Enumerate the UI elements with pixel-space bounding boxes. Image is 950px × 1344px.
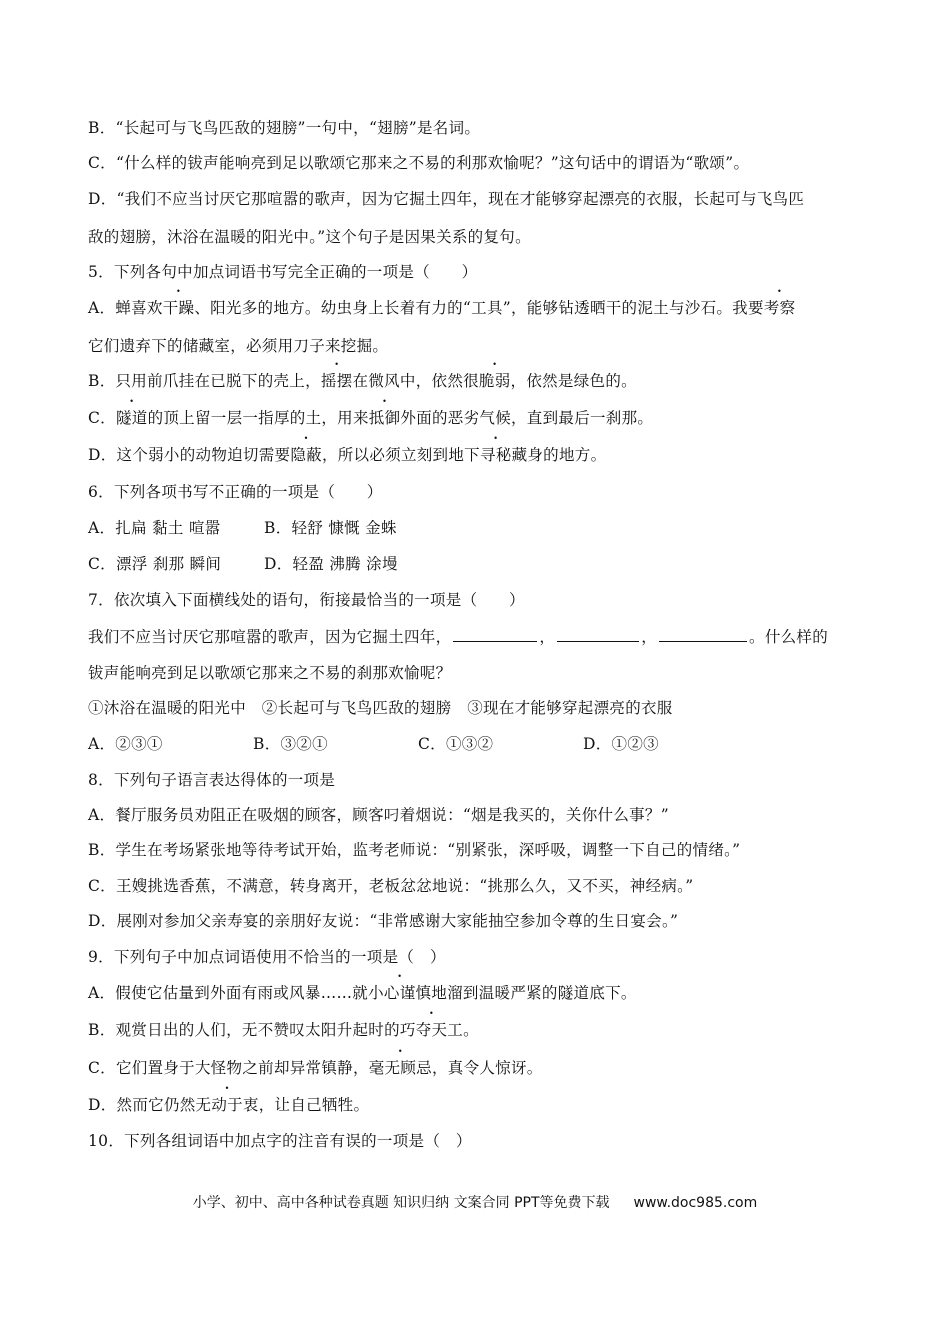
- fill-blank-3: [659, 626, 747, 642]
- footer-text: 小学、初中、高中各种试卷真题 知识归纳 文案合同 PPT等免费下载: [192, 1195, 610, 1211]
- emphasized-word: 隐蔽: [290, 446, 322, 464]
- q4-option-d-line1: D．“我们不应当讨厌它那喧嚣的歌声，因为它掘土四年，现在才能够穿起漂亮的衣服，长起可与飞鸟匹: [88, 190, 805, 208]
- q7-option-c: C．①③②: [418, 735, 494, 753]
- q7-option-b: B．③②①: [253, 735, 328, 753]
- q6-option-a: A．扎扁 黏土 喧嚣: [88, 519, 221, 537]
- q5-option-a-line1: A．蝉喜欢干躁、阳光多的地方。幼虫身上长着有力的“工具”，能够钻透晒干的泥土与沙石。我要考察: [88, 299, 796, 317]
- q8-option-c: C．王嫂挑选香蕉，不满意，转身离开，老板忿忿地说：“挑那么久，又不买，神经病。”: [88, 877, 694, 895]
- q5-option-d: D．这个弱小的动物迫切需要隐蔽，所以必须立刻到地下寻秘藏身的地方。: [88, 446, 607, 464]
- q7-choices: ①沐浴在温暖的阳光中 ②长起可与飞鸟匹敌的翅膀 ③现在才能够穿起漂亮的衣服: [88, 699, 673, 717]
- footer-url[interactable]: www.doc985.com: [633, 1195, 758, 1211]
- q7-option-d: D．①②③: [583, 735, 659, 753]
- q5-option-a-line2: 它们遗弃下的储藏室，必须用刀子来挖掘。: [88, 337, 389, 355]
- q6-option-b: B．轻舒 慷慨 金蛛: [264, 519, 397, 537]
- q4-option-c: C．“什么样的钹声能响亮到足以歌颂它那来之不易的利那欢愉呢？”这句话中的谓语为“歌颂”。: [88, 154, 750, 172]
- q7-text-line2: 钹声能响亮到足以歌颂它那来之不易的刹那欢愉呢？: [88, 664, 452, 682]
- q7-stem: 7．依次填入下面横线处的语句，衔接最恰当的一项是（ ）: [88, 591, 525, 609]
- q6-stem: 6．下列各项书写不正确的一项是（ ）: [88, 483, 383, 501]
- q5-stem: 5．下列各句中加点词语书写完全正确的一项是（ ）: [88, 263, 478, 281]
- q9-option-a: A．假使它估量到外面有雨或风暴……就小心谨慎地溜到温暖严紧的隧道底下。: [88, 984, 637, 1002]
- q6-option-d: D．轻盈 沸腾 涂墁: [264, 555, 398, 573]
- emphasized-word: 小心谨慎: [368, 984, 432, 1002]
- emphasized-word: 巧夺天工: [399, 1021, 464, 1039]
- q9-option-c: C．它们置身于大怪物之前却异常镇静，毫无顾忌，真令人惊讶。: [88, 1059, 543, 1077]
- fill-blank-1: [453, 626, 537, 642]
- emphasized-word: 摇摆: [320, 372, 353, 390]
- emphasized-word: 毫无顾忌: [368, 1059, 432, 1077]
- emphasized-word: 隧道: [115, 409, 148, 427]
- q8-stem: 8．下列句子语言表达得体的一项是: [88, 771, 336, 789]
- q8-option-b: B．学生在考场紧张地等待考试开始，监考老师说：“别紧张，深呼吸，调整一下自己的情绪。”: [88, 841, 741, 859]
- emphasized-word: 抵御: [368, 409, 401, 427]
- q7-option-a: A．②③①: [88, 735, 163, 753]
- q6-options-row1: [88, 518, 397, 538]
- emphasized-word: 寻秘: [479, 446, 512, 464]
- q4-option-b: B．“长起可与飞鸟匹敌的翅膀”一句中，“翅膀”是名词。: [88, 119, 481, 137]
- q7-text-line1: 我们不应当讨厌它那喧嚣的歌声，因为它掘土四年， ， ， 。什么样的: [88, 628, 829, 646]
- emphasized-word: 考察: [763, 299, 796, 317]
- q10-stem: 10．下列各组词语中加点字的注音有误的一项是（ ）: [88, 1132, 472, 1150]
- emphasized-word: 脆弱: [478, 372, 511, 390]
- page-footer: [0, 1192, 950, 1212]
- q8-option-a: A．餐厅服务员劝阻正在吸烟的顾客，顾客叼着烟说：“烟是我买的，关你什么事？”: [88, 806, 669, 824]
- emphasized-word: 干躁: [162, 299, 195, 317]
- q9-stem: 9．下列句子中加点词语使用不恰当的一项是（ ）: [88, 948, 446, 966]
- emphasized-word: 无动于衷: [195, 1096, 259, 1114]
- q6-option-c: C．漂浮 刹那 瞬间: [88, 555, 222, 573]
- q9-option-b: B．观赏日出的人们，无不赞叹太阳升起时的巧夺天工。: [88, 1021, 479, 1039]
- q9-option-d: D．然而它仍然无动于衷，让自己牺牲。: [88, 1096, 370, 1114]
- q8-option-d: D．展刚对参加父亲寿宴的亲朋好友说：“非常感谢大家能抽空参加令尊的生日宴会。”: [88, 912, 679, 930]
- fill-blank-2: [557, 626, 639, 642]
- q5-option-b: B．只用前爪挂在已脱下的壳上，摇摆在微风中，依然很脆弱，依然是绿色的。: [88, 372, 637, 390]
- q5-option-c: C．隧道的顶上留一层一指厚的土，用来抵御外面的恶劣气候，直到最后一刹那。: [88, 409, 654, 427]
- q6-options-row2: [88, 554, 398, 574]
- q7-options: [88, 734, 659, 754]
- q4-option-d-line2: 敌的翅膀，沐浴在温暖的阳光中。”这个句子是因果关系的复句。: [88, 228, 531, 246]
